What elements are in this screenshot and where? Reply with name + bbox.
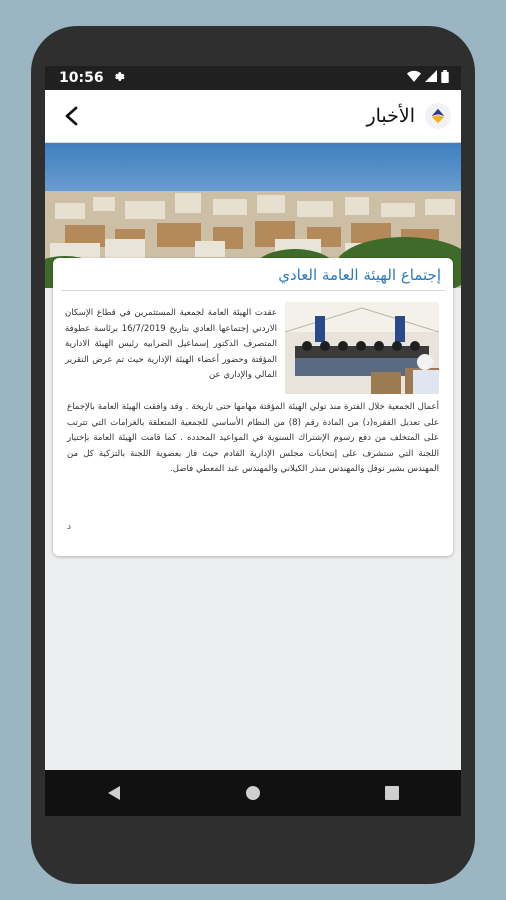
article-body-text: أعمال الجمعية خلال الفترة منذ تولي الهيئة المؤقتة مهامها حتى تاريخة . وقد وافقت الهيئة العامة بالإجماع على تعديل الفقره(د) من المادة رقم (8) من النظام الأساسي للجمعية المتعلقة بالغرامات التي تترتب على المتخلف من دفع رسوم الإشتراك السنوية في المواعيد المحدده . كما قامت الهيئة العامة بإختيار اللجنة التي ستشرف على إنتخابات مجلس الإدارية القادم حيث فاز بعضوية اللجنة بالتزكية كل من المهندس بشير نوفل والمهندس منذر الكيلاني والمهندس عبد المعطي فاضل. xyxy=(67,402,439,475)
article-end-mark: د xyxy=(66,522,71,532)
news-article-card xyxy=(53,258,453,556)
system-nav-bar xyxy=(45,770,461,816)
article-title[interactable]: إجتماع الهيئة العامة العادي xyxy=(278,266,441,284)
home-circle-icon[interactable] xyxy=(230,770,276,816)
article-intro-text: عقدت الهيئة العامة لجمعية المستثمرين في قطاع الإسكان الاردني إجتماعها العادي بتاريخ 16/7/2019 برئاسة عطوفة المتصرف الدكتور إسماعيل الضرابيه رئيس الهيئة الادارية المؤقتة وحضور أعضاء الهيئة الإدارية حيث تم عرض التقرير المالي والإداري عن xyxy=(65,308,277,381)
association-logo xyxy=(425,103,451,129)
page-title: الأخبار xyxy=(366,105,415,127)
status-bar xyxy=(45,66,461,90)
status-time: 10:56 xyxy=(59,70,104,86)
signal-icon xyxy=(425,70,437,86)
app-bar xyxy=(45,90,461,143)
back-arrow-icon[interactable] xyxy=(59,103,85,129)
screen xyxy=(45,66,461,770)
battery-icon xyxy=(441,70,449,87)
wifi-icon xyxy=(407,70,421,86)
settings-icon xyxy=(112,70,125,87)
meeting-photo xyxy=(285,302,439,394)
recents-square-icon[interactable] xyxy=(369,770,415,816)
back-triangle-icon[interactable] xyxy=(91,770,137,816)
title-divider xyxy=(61,290,445,291)
